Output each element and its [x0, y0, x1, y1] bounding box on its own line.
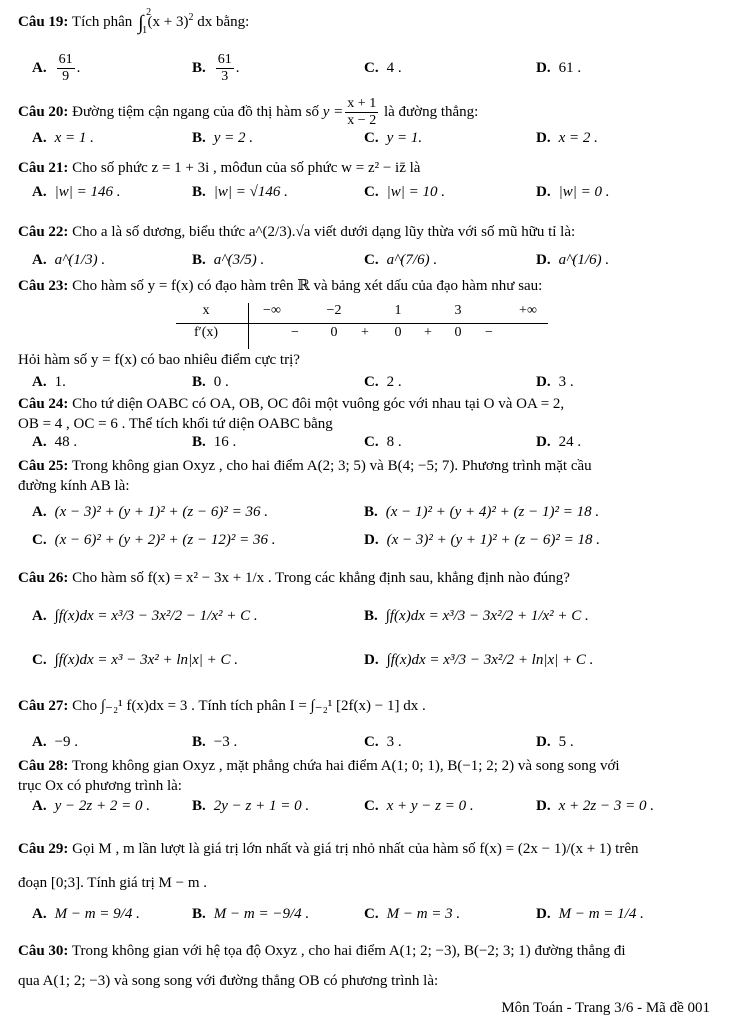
option-letter: D.	[536, 60, 551, 76]
frac-den: x − 2	[347, 113, 377, 128]
table-sign: 0	[454, 325, 462, 340]
q29-line2: đoạn [0;3]. Tính giá trị M − m .	[18, 875, 207, 891]
option-text: x + y − z = 0 .	[386, 798, 474, 814]
q22-option-d[interactable]	[536, 252, 609, 269]
table-sign: −	[291, 325, 299, 340]
q29-option-a[interactable]	[32, 906, 140, 923]
frac-den: 3	[221, 69, 229, 84]
option-text: (x − 3)² + (y + 1)² + (z − 6)² = 18 .	[386, 532, 600, 548]
option-text: x + 2z − 3 = 0 .	[558, 798, 654, 814]
q27-option-b[interactable]	[192, 734, 237, 751]
option-text: a^(1/6) .	[558, 252, 610, 268]
q25-option-d[interactable]	[364, 532, 600, 549]
option-letter: A.	[32, 130, 47, 146]
option-letter: A.	[32, 184, 47, 200]
question-20	[18, 96, 720, 129]
option-text: ∫f(x)dx = x³/3 − 3x²/2 − 1/x² + C .	[54, 608, 258, 624]
option-text: 16 .	[213, 434, 237, 450]
option-letter: C.	[32, 652, 47, 668]
q22-option-c[interactable]	[364, 252, 437, 269]
q30-line1: Trong không gian với hệ tọa độ Oxyz , cho hai điểm A(1; 2; −3), B(−2; 3; 1) đường thẳng đi	[71, 943, 626, 959]
q22-options	[18, 252, 718, 276]
question-23	[18, 276, 720, 296]
q29-option-c[interactable]	[364, 906, 460, 923]
option-text: 8 .	[386, 434, 402, 450]
option-letter: A.	[32, 734, 47, 750]
option-letter: C.	[364, 798, 379, 814]
q28-options	[18, 798, 718, 822]
option-text: 61 .	[558, 60, 582, 76]
q23-text: Cho hàm số y = f(x) có đạo hàm trên ℝ và bảng xét dấu của đạo hàm như sau:	[72, 278, 543, 294]
option-text: 2y − z + 1 = 0 .	[213, 798, 310, 814]
q26-option-c[interactable]	[32, 652, 238, 669]
q23-option-d[interactable]	[536, 374, 574, 391]
table-sign: −	[485, 325, 493, 340]
table-hline	[176, 323, 548, 324]
q22-option-a[interactable]	[32, 252, 105, 269]
option-text: 24 .	[558, 434, 582, 450]
question-29	[18, 832, 720, 900]
option-text: y = 1.	[386, 130, 423, 146]
option-letter: B.	[364, 608, 378, 624]
question-28	[18, 756, 720, 796]
table-x-label: x	[202, 303, 210, 318]
option-letter: A.	[32, 504, 47, 520]
q30-line2: qua A(1; 2; −3) và song song với đường thẳng OB có phương trình là:	[18, 973, 439, 989]
q27-text: Cho ∫₋₂¹ f(x)dx = 3 . Tính tích phân I = ∫₋₂¹ [2f(x) − 1] dx .	[72, 698, 426, 714]
option-text: 2 .	[386, 374, 402, 390]
option-text: |w| = 0 .	[558, 184, 610, 200]
table-x-val: −2	[326, 303, 342, 318]
option-text: (x − 3)² + (y + 1)² + (z − 6)² = 36 .	[54, 504, 268, 520]
option-text: −3 .	[213, 734, 238, 750]
q23-option-a[interactable]	[32, 374, 66, 391]
option-letter: D.	[364, 532, 379, 548]
q20-options	[18, 130, 718, 154]
q21-text: Cho số phức z = 1 + 3i , môđun của số phức w = z² − iz̄ là	[72, 160, 421, 176]
option-letter: A.	[32, 798, 47, 814]
option-letter: C.	[364, 906, 379, 922]
q28-option-b[interactable]	[192, 798, 309, 815]
question-22	[18, 222, 720, 242]
option-text: |w| = 10 .	[386, 184, 445, 200]
option-letter: D.	[536, 906, 551, 922]
option-text: 0 .	[213, 374, 229, 390]
q19-lower: 1	[142, 24, 148, 36]
option-text: (x − 6)² + (y + 2)² + (z − 12)² = 36 .	[54, 532, 276, 548]
option-letter: A.	[32, 906, 47, 922]
option-letter: C.	[364, 734, 379, 750]
q19-exp: 2	[188, 12, 194, 23]
q23-number: Câu 23:	[18, 278, 69, 294]
question-25	[18, 456, 720, 496]
option-letter: D.	[536, 734, 551, 750]
option-letter: D.	[536, 252, 551, 268]
question-24	[18, 394, 720, 434]
option-text: ∫f(x)dx = x³/3 − 3x²/2 + ln|x| + C .	[386, 652, 594, 668]
frac-den: 9	[62, 69, 70, 84]
q28-option-c[interactable]	[364, 798, 474, 815]
option-letter: A.	[32, 434, 47, 450]
q25-options-1	[18, 504, 718, 528]
q23-ask-text: Hỏi hàm số y = f(x) có bao nhiêu điểm cực trị?	[18, 352, 300, 368]
q22-number: Câu 22:	[18, 224, 69, 240]
q20-option-b[interactable]	[192, 130, 253, 147]
option-letter: B.	[192, 374, 206, 390]
option-text: (x − 1)² + (y + 4)² + (z − 1)² = 18 .	[385, 504, 600, 520]
option-text: 5 .	[558, 734, 574, 750]
q28-option-d[interactable]	[536, 798, 654, 815]
q25-options-2	[18, 532, 718, 556]
option-text: a^(3/5) .	[213, 252, 265, 268]
q25-line1: Trong không gian Oxyz , cho hai điểm A(2; 3; 5) và B(4; −5; 7). Phương trình mặt cầu	[71, 458, 592, 474]
option-text: |w| = √146 .	[213, 184, 288, 200]
option-letter: D.	[536, 434, 551, 450]
q19-options	[18, 52, 718, 92]
q20-option-c[interactable]	[364, 130, 422, 147]
q26-option-d[interactable]	[364, 652, 593, 669]
option-text: a^(1/3) .	[54, 252, 106, 268]
option-text: 1.	[54, 374, 66, 390]
q24-line1: Cho tứ diện OABC có OA, OB, OC đôi một vuông góc với nhau tại O và OA = 2,	[72, 396, 565, 412]
option-letter: C.	[364, 252, 379, 268]
option-letter: A.	[32, 252, 47, 268]
option-letter: A.	[32, 608, 47, 624]
q20-option-a[interactable]	[32, 130, 94, 147]
q28-line1: Trong không gian Oxyz , mặt phẳng chứa hai điểm A(1; 0; 1), B(−1; 2; 2) và song song với	[71, 758, 620, 774]
option-letter: C.	[364, 434, 379, 450]
option-text: 4 .	[386, 60, 402, 76]
option-letter: C.	[32, 532, 47, 548]
q22-option-b[interactable]	[192, 252, 264, 269]
q24-option-c[interactable]	[364, 434, 402, 451]
integral-sign: ∫ 2 1	[138, 13, 143, 33]
option-letter: A.	[32, 59, 47, 76]
q29-options	[18, 906, 718, 930]
option-text: y − 2z + 2 = 0 .	[54, 798, 150, 814]
q27-option-d[interactable]	[536, 734, 574, 751]
option-text: x = 2 .	[558, 130, 598, 146]
question-26	[18, 568, 720, 588]
table-fp-label: f′(x)	[193, 325, 219, 340]
q21-option-d[interactable]	[536, 184, 609, 201]
q26-option-a[interactable]	[32, 608, 258, 625]
table-x-val: 1	[394, 303, 402, 318]
option-text: M − m = −9/4 .	[213, 906, 310, 922]
table-x-val: 3	[454, 303, 462, 318]
option-letter: D.	[536, 374, 551, 390]
option-letter: C.	[364, 374, 379, 390]
q24-line2: OB = 4 , OC = 6 . Thể tích khối tứ diện OABC bằng	[18, 416, 333, 432]
option-letter: D.	[536, 130, 551, 146]
q24-options	[18, 434, 718, 458]
question-27	[18, 696, 720, 716]
option-letter: B.	[364, 504, 378, 520]
option-letter: B.	[192, 59, 206, 76]
option-text: −9 .	[54, 734, 79, 750]
q22-text: Cho a là số dương, biểu thức a^(2/3).√a viết dưới dạng lũy thừa với số mũ hữu tỉ là:	[72, 224, 576, 240]
frac-num: 61	[217, 52, 232, 67]
q28-line2: trục Ox có phương trình là:	[18, 778, 182, 794]
question-30	[18, 936, 720, 996]
q23-option-c[interactable]	[364, 374, 402, 391]
option-text: ∫f(x)dx = x³ − 3x² + ln|x| + C .	[54, 652, 239, 668]
option-text: a^(7/6) .	[386, 252, 438, 268]
q29-option-d[interactable]	[536, 906, 644, 923]
option-letter: D.	[536, 798, 551, 814]
q25-option-c[interactable]	[32, 532, 275, 549]
q19-integrand: (x + 3)	[147, 14, 189, 30]
q29-option-b[interactable]	[192, 906, 309, 923]
option-letter: C.	[364, 130, 379, 146]
q23-option-b[interactable]	[192, 374, 229, 391]
frac-num: 61	[58, 52, 73, 67]
q23-ask	[18, 350, 720, 370]
option-text: ∫f(x)dx = x³/3 − 3x²/2 + 1/x² + C .	[385, 608, 589, 624]
q21-option-b[interactable]	[192, 184, 288, 201]
q24-option-b[interactable]	[192, 434, 236, 451]
sign-table	[176, 303, 548, 349]
q29-line1: Gọi M , m lần lượt là giá trị lớn nhất và giá trị nhỏ nhất của hàm số f(x) = (2x − 1)/(x + 1) trên	[72, 841, 639, 857]
q25-line2: đường kính AB là:	[18, 478, 130, 494]
q27-option-a[interactable]	[32, 734, 78, 751]
option-text: y = 2 .	[213, 130, 254, 146]
option-letter: D.	[364, 652, 379, 668]
option-letter: C.	[364, 184, 379, 200]
option-text: x = 1 .	[54, 130, 94, 146]
question-19	[18, 6, 720, 36]
table-sign: 0	[330, 325, 338, 340]
option-letter: B.	[192, 434, 206, 450]
q25-number: Câu 25:	[18, 458, 69, 474]
option-text: 3 .	[386, 734, 402, 750]
q24-option-d[interactable]	[536, 434, 581, 451]
q19-option-c[interactable]	[364, 60, 402, 77]
q20-text: Đường tiệm cận ngang của đồ thị hàm số	[72, 103, 320, 120]
q20-number: Câu 20:	[18, 103, 69, 120]
option-letter: A.	[32, 374, 47, 390]
table-sign: +	[424, 325, 432, 340]
table-vline	[248, 303, 249, 349]
q24-option-a[interactable]	[32, 434, 77, 451]
q19-text: Tích phân	[71, 14, 133, 30]
table-sign: +	[361, 325, 369, 340]
q21-option-c[interactable]	[364, 184, 445, 201]
option-text: 48 .	[54, 434, 78, 450]
table-x-val: +∞	[519, 303, 537, 318]
q26-options-1	[18, 608, 718, 632]
q19-upper: 2	[146, 6, 152, 18]
option-letter: B.	[192, 184, 206, 200]
q29-number: Câu 29:	[18, 841, 69, 857]
q26-number: Câu 26:	[18, 570, 69, 586]
q20-option-d[interactable]	[536, 130, 598, 147]
q20-fn-lhs: y =	[322, 103, 344, 120]
q27-option-c[interactable]	[364, 734, 402, 751]
q19-option-d[interactable]	[536, 60, 581, 77]
option-letter: B.	[192, 734, 206, 750]
q26-option-b[interactable]	[364, 608, 589, 625]
q25-option-b[interactable]	[364, 504, 599, 521]
q19-number: Câu 19:	[18, 14, 69, 30]
q21-option-a[interactable]	[32, 184, 120, 201]
q19-text-b: dx bằng:	[197, 14, 250, 30]
option-letter: D.	[536, 184, 551, 200]
q21-options	[18, 184, 718, 208]
option-text: |w| = 146 .	[54, 184, 121, 200]
option-letter: B.	[192, 906, 206, 922]
q28-option-a[interactable]	[32, 798, 150, 815]
option-letter: C.	[364, 60, 379, 76]
option-text: 3 .	[558, 374, 574, 390]
q27-options	[18, 734, 718, 758]
option-letter: B.	[192, 130, 206, 146]
option-text: M − m = 9/4 .	[54, 906, 140, 922]
option-text: M − m = 1/4 .	[558, 906, 644, 922]
q25-option-a[interactable]	[32, 504, 268, 521]
q19-option-a[interactable]: A. $\frac{61}{9}$ .	[32, 52, 81, 84]
q26-options-2	[18, 652, 718, 676]
page-footer: Môn Toán - Trang 3/6 - Mã đề 001	[501, 1000, 710, 1016]
option-text: M − m = 3 .	[386, 906, 461, 922]
q30-number: Câu 30:	[18, 943, 69, 959]
q24-number: Câu 24:	[18, 396, 69, 412]
frac-num: x + 1	[347, 96, 377, 111]
q26-text: Cho hàm số f(x) = x² − 3x + 1/x . Trong các khẳng định sau, khẳng định nào đúng?	[72, 570, 570, 586]
q21-number: Câu 21:	[18, 160, 69, 176]
q20-text-b: là đường thẳng:	[383, 103, 479, 120]
q19-option-b[interactable]: B. $\frac{61}{3}$ .	[192, 52, 240, 84]
q27-number: Câu 27:	[18, 698, 69, 714]
question-21	[18, 158, 720, 178]
option-letter: B.	[192, 252, 206, 268]
table-sign: 0	[394, 325, 402, 340]
q28-number: Câu 28:	[18, 758, 69, 774]
option-letter: B.	[192, 798, 206, 814]
table-x-val: −∞	[263, 303, 281, 318]
